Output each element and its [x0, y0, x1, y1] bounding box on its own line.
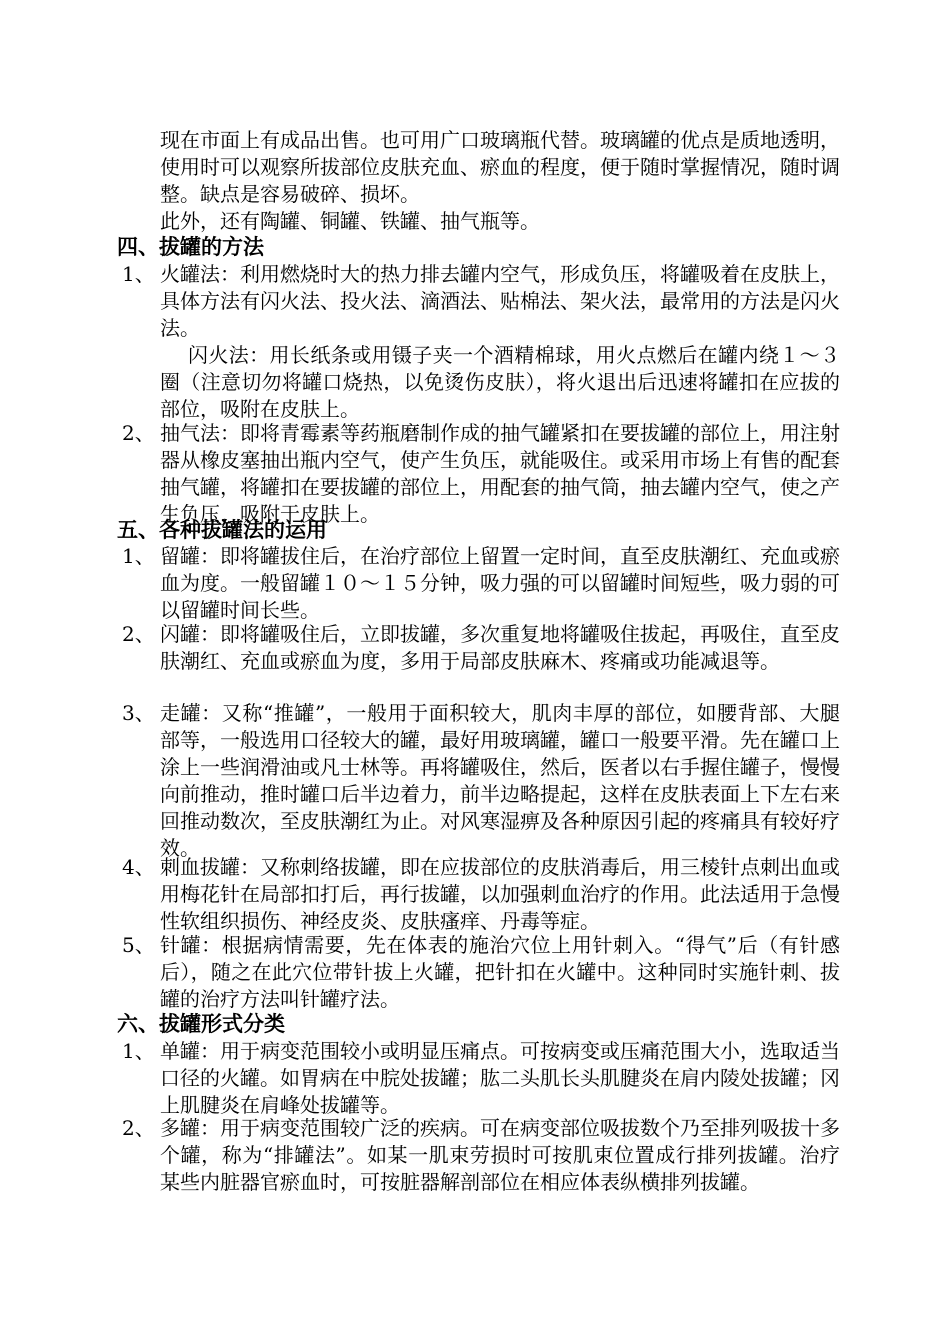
item-text: 留罐：即将罐拔住后，在治疗部位上留置一定时间，直至皮肤潮红、充血或瘀血为度。一般留罐１０～１５分钟，吸力强的可以留罐时间短些，吸力弱的可以留罐时间长些。 [160, 544, 840, 622]
item-text: 刺血拔罐：又称刺络拔罐，即在应拔部位的皮肤消毒后，用三棱针点刺出血或用梅花针在局部扣打后，再行拔罐，以加强刺血治疗的作用。此法适用于急慢性软组织损伤、神经皮炎、皮肤瘙痒、丹毒等症。 [160, 855, 840, 933]
item-text: 火罐法：利用燃烧时大的热力排去罐内空气，形成负压，将罐吸着在皮肤上，具体方法有闪火法、投火法、滴酒法、贴棉法、架火法，最常用的方法是闪火法。 [160, 262, 840, 340]
item-text: 多罐：用于病变范围较广泛的疾病。可在病变部位吸拔数个乃至排列吸拔十多个罐，称为“排罐法”。如某一肌束劳损时可按肌束位置成行排列拔罐。治疗某些内脏器官瘀血时，可按脏器解剖部位在相应体表纵横排列拔罐。 [160, 1116, 840, 1194]
section-5-heading: 五、各种拔罐法的运用 [117, 518, 327, 542]
item-number: 1、 [122, 1039, 155, 1063]
item-number: 4、 [122, 855, 155, 879]
section-6-item-1 [122, 1038, 840, 1119]
section-5-item-3 [122, 700, 840, 862]
section-5-item-1 [122, 543, 840, 624]
item-number: 1、 [122, 544, 155, 568]
section-4-item-1 [122, 261, 840, 342]
item-number: 3、 [122, 701, 155, 725]
section-5-item-4 [122, 854, 840, 935]
item-text: 单罐：用于病变范围较小或明显压痛点。可按病变或压痛范围大小，选取适当口径的火罐。如胃病在中脘处拔罐；肱二头肌长头肌腱炎在肩内陵处拔罐；冈上肌腱炎在肩峰处拔罐等。 [160, 1039, 840, 1117]
item-text: 抽气法：即将青霉素等药瓶磨制作成的抽气罐紧扣在要拔罐的部位上，用注射器从橡皮塞抽出瓶内空气，使产生负压，就能吸住。或采用市场上有售的配套抽气罐，将罐扣在要拔罐的部位上，用配套的抽气筒，抽去罐内空气，使之产生负压，吸附于皮肤上。 [160, 421, 840, 526]
section-6-item-2 [122, 1115, 840, 1196]
item-number: 2、 [122, 1116, 155, 1140]
section-4-item-2 [122, 420, 840, 528]
section-4-flash-fire-paragraph: 闪火法：用长纸条或用镊子夹一个酒精棉球，用火点燃后在罐内绕１～３圈（注意切勿将罐口烧热，以免烫伤皮肤），将火退出后迅速将罐扣在应拔的部位，吸附在皮肤上。 [160, 343, 840, 421]
item-text: 走罐：又称“推罐”，一般用于面积较大，肌肉丰厚的部位，如腰背部、大腿部等，一般选用口径较大的罐，最好用玻璃罐，罐口一般要平滑。先在罐口上涂上一些润滑油或凡士林等。再将罐吸住，然后，医者以右手握住罐子，慢慢向前推动，推时罐口后半边着力，前半边略提起，这样在皮肤表面上下左右来回推动数次，至皮肤潮红为止。对风寒湿痹及各种原因引起的疼痛具有较好疗效。 [160, 701, 840, 860]
section-6-heading: 六、拔罐形式分类 [117, 1012, 285, 1036]
intro-glass-paragraph: 现在市面上有成品出售。也可用广口玻璃瓶代替。玻璃罐的优点是质地透明，使用时可以观察所拔部位皮肤充血、瘀血的程度，便于随时掌握情况，随时调整。缺点是容易破碎、损坏。 [160, 128, 840, 206]
section-4-heading: 四、拔罐的方法 [117, 235, 264, 259]
section-5-item-2 [122, 621, 840, 675]
item-text: 闪罐：即将罐吸住后，立即拔罐，多次重复地将罐吸住拔起，再吸住，直至皮肤潮红、充血或瘀血为度，多用于局部皮肤麻木、疼痛或功能减退等。 [160, 622, 840, 673]
item-number: 2、 [122, 622, 155, 646]
item-text: 针罐：根据病情需要，先在体表的施治穴位上用针刺入。“得气”后（有针感后），随之在此穴位带针拔上火罐，把针扣在火罐中。这种同时实施针刺、拔罐的治疗方法叫针罐疗法。 [160, 933, 840, 1011]
item-number: 2、 [122, 421, 155, 445]
intro-other-paragraph: 此外，还有陶罐、铜罐、铁罐、抽气瓶等。 [160, 209, 540, 233]
item-number: 1、 [122, 262, 155, 286]
item-number: 5、 [122, 933, 155, 957]
section-5-item-5 [122, 932, 840, 1013]
